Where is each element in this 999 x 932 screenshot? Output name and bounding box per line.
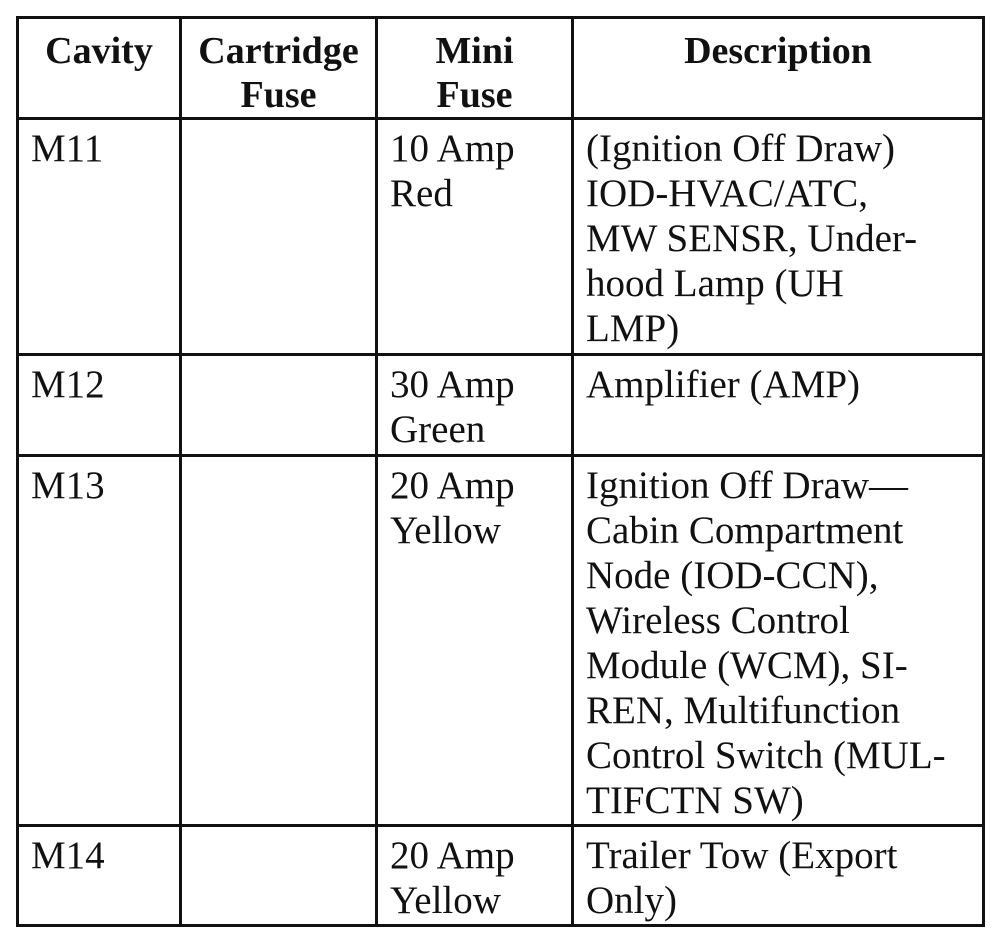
cartridge-fuse-cell (181, 355, 377, 456)
fuse-table (16, 16, 985, 927)
table-body (18, 119, 984, 926)
cavity-cell: M11 (18, 119, 181, 355)
table-row (18, 826, 984, 926)
table-row (18, 355, 984, 456)
table-row (18, 456, 984, 826)
description-cell: Amplifier (AMP) (573, 355, 984, 456)
description-cell: Ignition Off Draw— Cabin Compartment Node (IOD-CCN), Wireless Control Module (WCM), SI- REN, Multifunction Control Switch (MUL- TIFCTN SW) (573, 456, 984, 826)
cavity-cell: M14 (18, 826, 181, 926)
header-cavity: Cavity (18, 18, 181, 119)
description-cell: (Ignition Off Draw) IOD-HVAC/ATC, MW SENSR, Under- hood Lamp (UH LMP) (573, 119, 984, 355)
description-cell: Trailer Tow (Export Only) (573, 826, 984, 926)
header-mini-fuse: Mini Fuse (377, 18, 573, 119)
header-cartridge-fuse: Cartridge Fuse (181, 18, 377, 119)
table-row (18, 119, 984, 355)
cartridge-fuse-cell (181, 119, 377, 355)
header-description: Description (573, 18, 984, 119)
cartridge-fuse-cell (181, 826, 377, 926)
mini-fuse-cell: 10 Amp Red (377, 119, 573, 355)
cartridge-fuse-cell (181, 456, 377, 826)
mini-fuse-cell: 20 Amp Yellow (377, 826, 573, 926)
table-header (18, 18, 984, 119)
cavity-cell: M13 (18, 456, 181, 826)
cavity-cell: M12 (18, 355, 181, 456)
mini-fuse-cell: 30 Amp Green (377, 355, 573, 456)
mini-fuse-cell: 20 Amp Yellow (377, 456, 573, 826)
header-row (18, 18, 984, 119)
